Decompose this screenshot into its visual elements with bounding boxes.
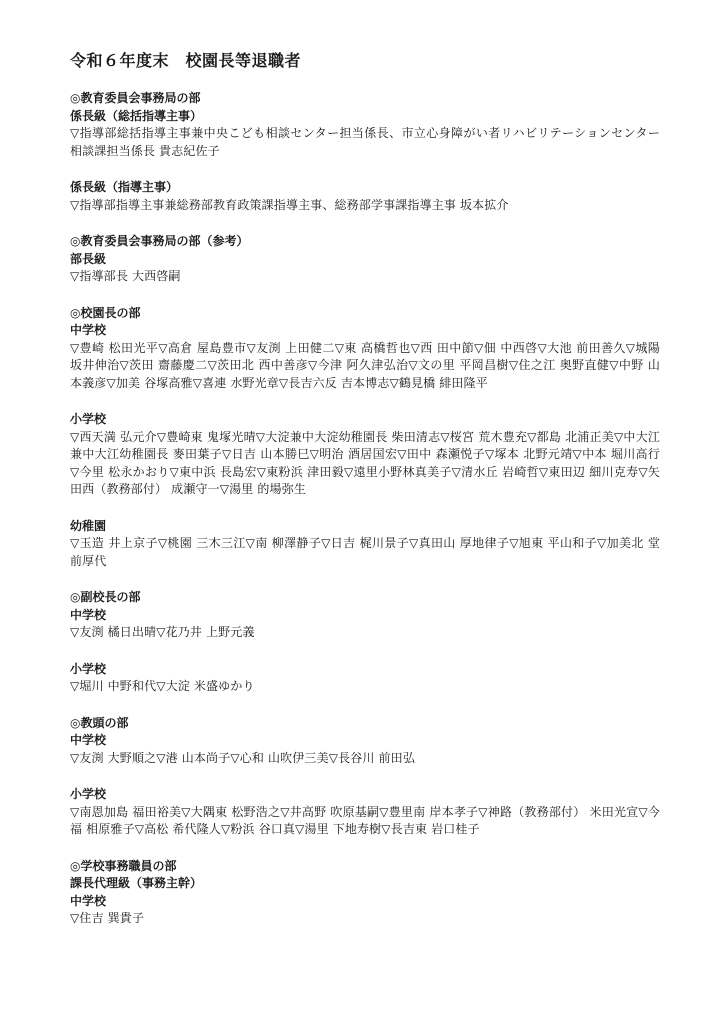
section-heading: ◎校園長の部 [70,305,141,320]
subsection-heading: 中学校 [70,733,107,747]
section-head-teachers-elementary [70,786,660,839]
subsection-heading: 幼稚園 [70,518,107,533]
section-heading: ◎学校事務職員の部 [70,858,177,873]
entry-text: ▽玉造 井上京子▽桃園 三木三江▽南 柳澤静子▽日吉 梶川景子▽真田山 厚地律子▽旭東 平山和子▽加美北 堂前厚代 [70,536,660,568]
entry-text: ▽西天満 弘元介▽豊崎東 鬼塚光晴▽大淀兼中大淀幼稚園長 柴田清志▽桜宮 荒木豊充▽都島 北浦正美▽中大江兼中大江幼稚園長 麥田葉子▽日吉 山本勝巳▽明治 酒居国宏▽田中 森瀬悦子▽塚本 北野元靖▽中本 堀川高行▽今里 松永かおり▽東中浜 長島宏▽東粉浜 津田毅▽遠里小野林真美子▽清水丘 岩崎哲▽東田辺 細川克寿▽矢田西（教務部付） 成瀬守一▽湯里 的場弥生 [70,429,660,496]
section-board-office-reference [70,233,660,286]
section-board-office [70,90,660,160]
section-principals-kindergarten [70,518,660,571]
subsection-heading: 小学校 [70,787,107,801]
section-principals-elementary [70,411,660,499]
section-board-office-shidoshuji [70,179,660,214]
subsection-heading: 係長級（指導主事） [70,180,179,194]
entry-text: ▽指導部総括指導主事兼中央こども相談センター担当係長、市立心身障がい者リハビリテーションセンター相談課担当係長 貴志紀佐子 [70,126,660,158]
entry-text: ▽堀川 中野和代▽大淀 米盛ゆかり [70,679,255,693]
section-vice-principals-junior-high [70,589,660,642]
document-title: 令和６年度末 校園長等退職者 [70,51,302,70]
section-vice-principals-elementary [70,661,660,696]
subsection-heading: 課長代理級（事務主幹） [70,876,203,890]
section-heading: ◎教頭の部 [70,715,129,730]
subsection-heading: 係長級（総括指導主事） [70,108,203,123]
section-heading: ◎教育委員会事務局の部 [70,91,201,105]
entry-text: ▽豊崎 松田光平▽高倉 屋島豊市▽友渕 上田健二▽東 高橋哲也▽西 田中節▽佃 中西啓▽大池 前田善久▽城陽 坂井伸治▽茨田 齋藤慶二▽茨田北 西中善彦▽今津 阿久津弘治▽文の里 平岡昌樹▽住之江 奥野直健▽中野 山本義彦▽加美 谷塚高雅▽喜連 水野光章▽長吉六反 吉本博志▽鶴見橋 緋田隆平 [70,340,660,390]
entry-text: ▽指導部指導主事兼総務部教育政策課指導主事、総務部学事課指導主事 坂本拡介 [70,197,509,212]
section-heading: ◎副校長の部 [70,590,141,604]
entry-text: ▽住吉 巽貴子 [70,911,145,925]
subsection-heading: 小学校 [70,412,107,426]
subsection-heading: 中学校 [70,607,107,622]
section-heading: ◎教育委員会事務局の部（参考） [70,234,249,248]
subsection-heading: 中学校 [70,323,107,337]
subsection-heading: 小学校 [70,661,107,676]
subsection-heading: 部長級 [70,251,107,266]
entry-text: ▽友渕 橘日出晴▽花乃井 上野元義 [70,625,255,639]
entry-text: ▽友渕 大野順之▽港 山本尚子▽心和 山吹伊三美▽長谷川 前田弘 [70,750,415,765]
entry-text: ▽南恩加島 福田裕美▽大隅東 松野浩之▽井高野 吹原基嗣▽豊里南 岸本孝子▽神路（教務部付） 米田光宣▽今福 相原雅子▽高松 希代隆人▽粉浜 谷口真▽湯里 下地寿樹▽長吉東 岩口桂子 [70,804,660,836]
section-school-clerical-staff [70,858,660,928]
section-head-teachers-junior-high [70,715,660,768]
entry-text: ▽指導部長 大西啓嗣 [70,269,181,283]
section-principals-junior-high [70,305,660,393]
document-page [70,50,660,947]
subsection-heading: 中学校 [70,893,107,908]
